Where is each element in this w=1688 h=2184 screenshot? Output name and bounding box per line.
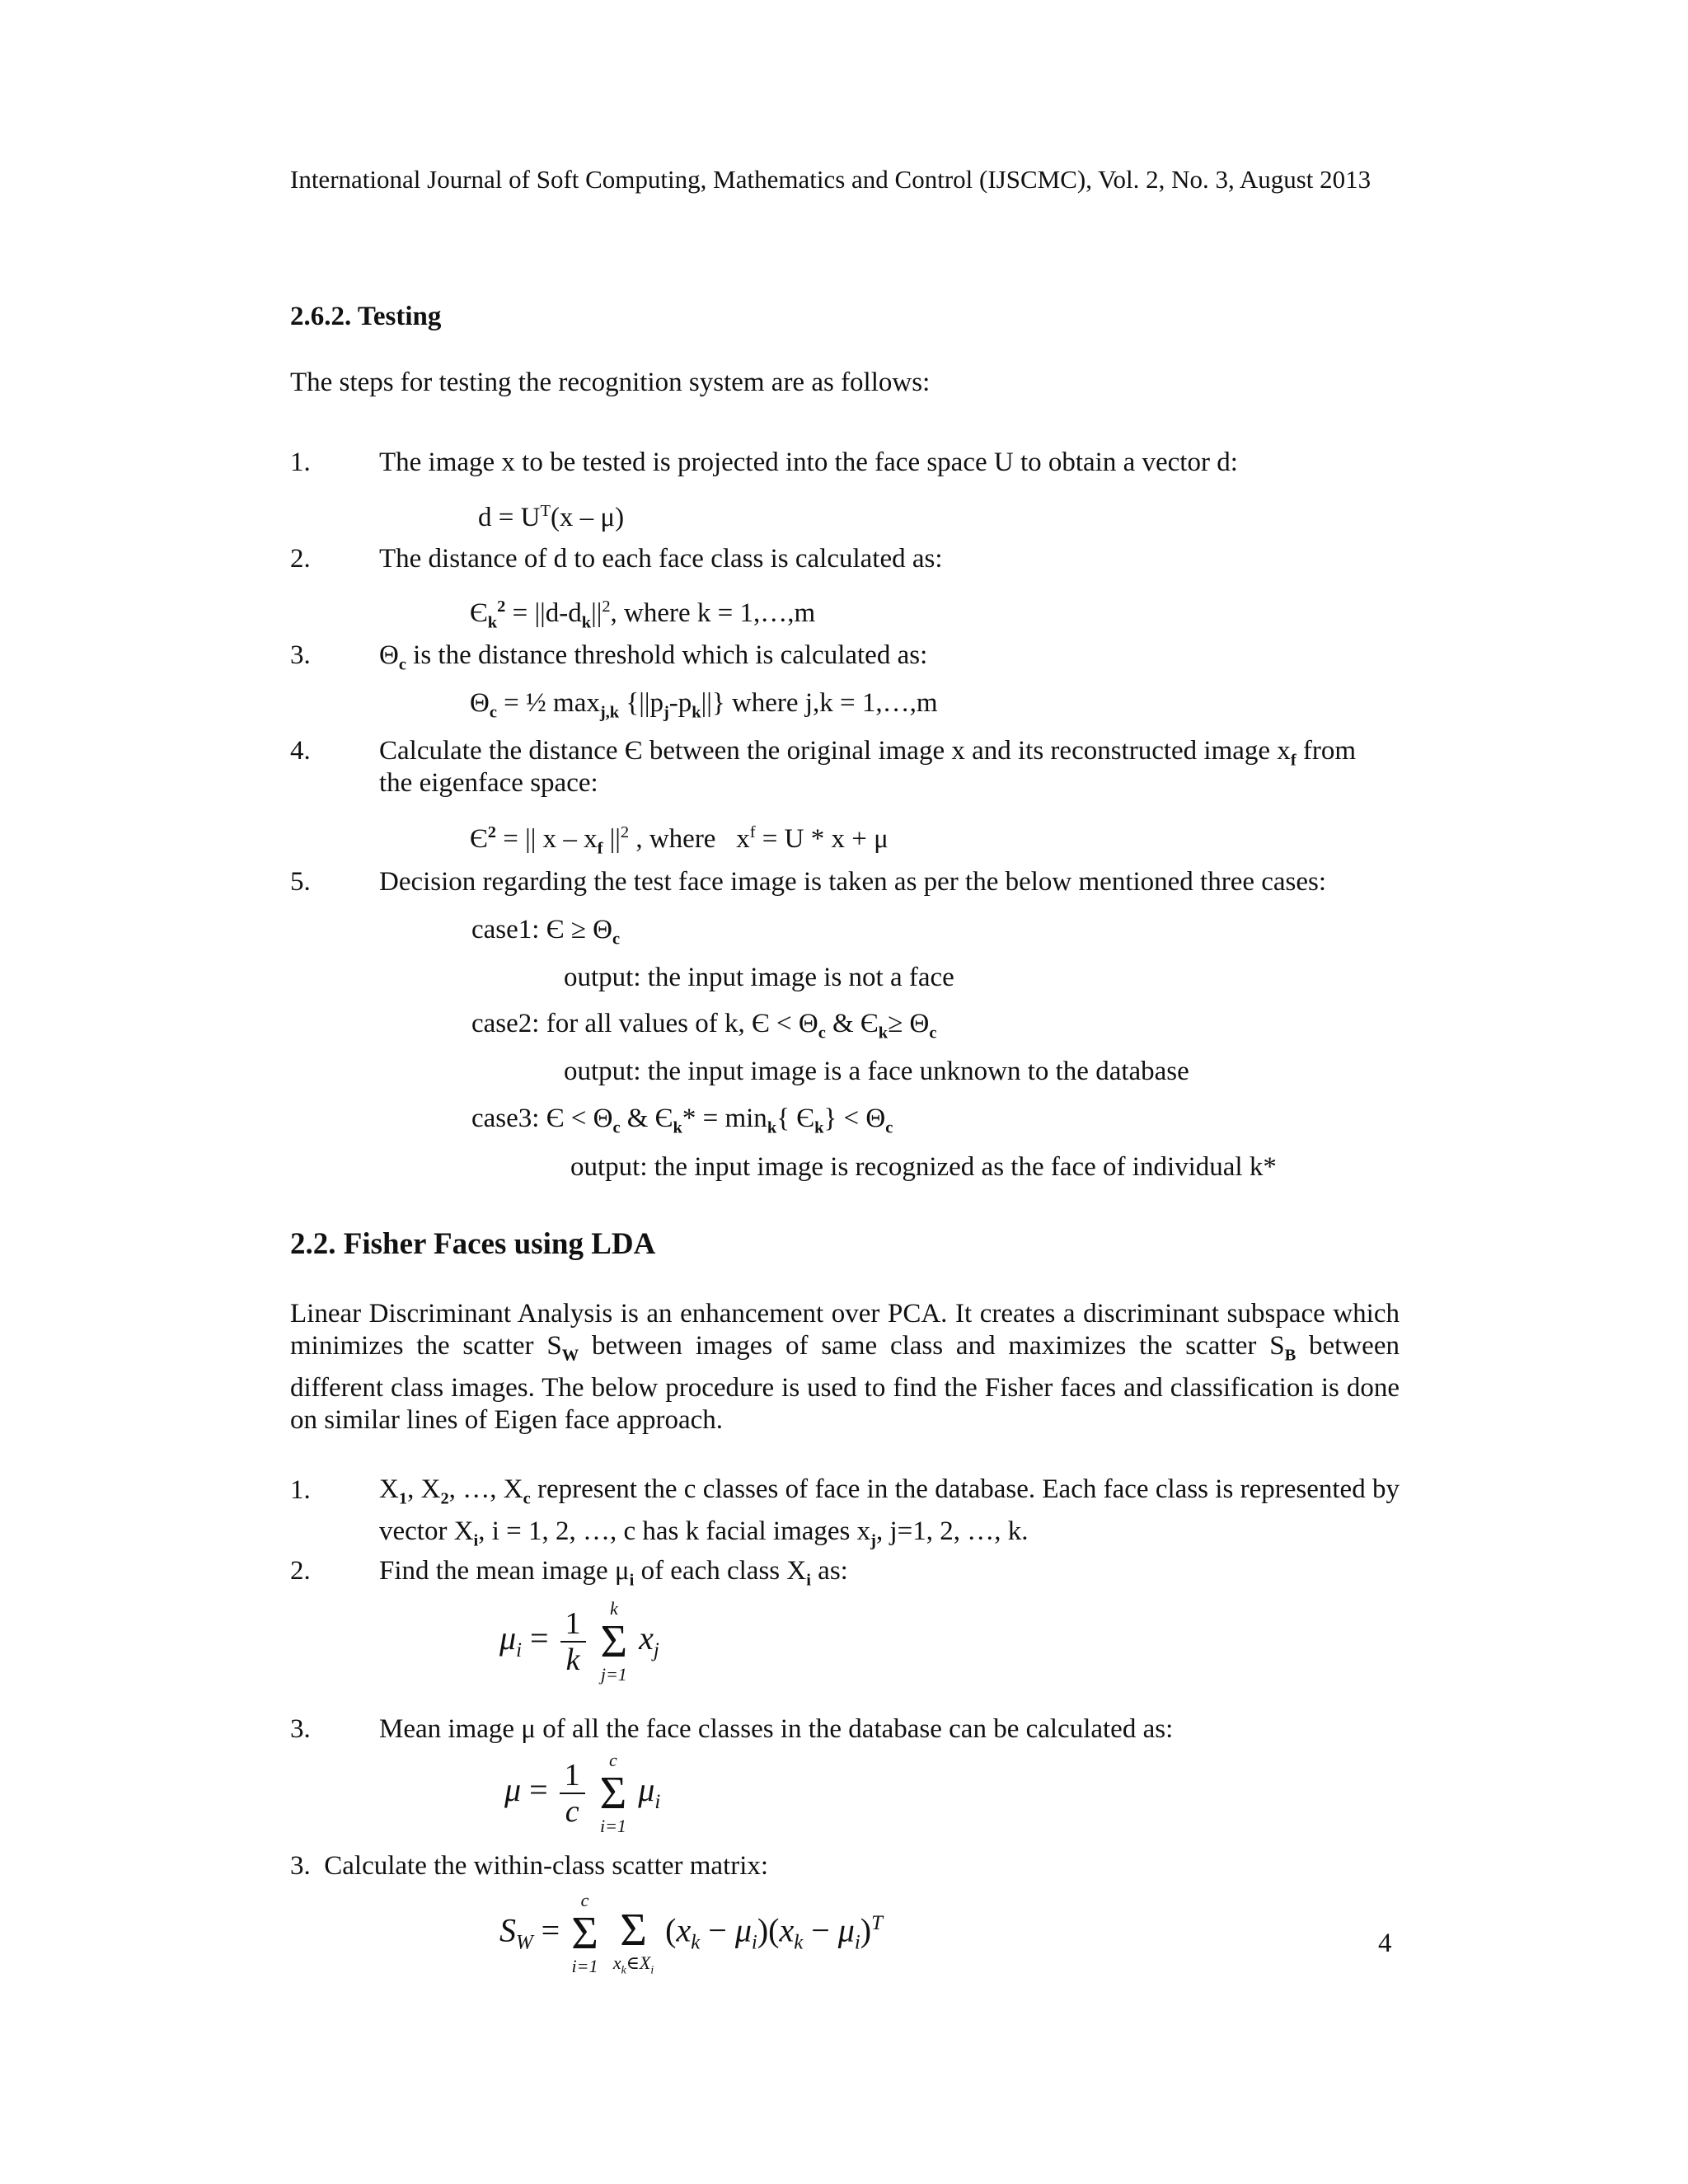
equation-class-mean: $\mu_i$ = $\frac{1}{k}$ k Σ j=1 $x_j$ [499,1598,659,1685]
case-1-output: output: the input image is not a face [564,963,954,992]
testing-intro: The steps for testing the recognition system are as follows: [290,368,931,397]
case-3-output: output: the input image is recognized as the face of individual k* [570,1152,1277,1182]
running-header: International Journal of Soft Computing, Mathematics and Control (IJSCMC), Vol. 2, No. 3, August 2013 [290,165,1372,194]
equation-reconstruction: $Є^2$ = || x – $x_f$ $||^2$ , where $x^f = U * x + \mu$ [470,823,889,858]
fisher-step-3: Mean image μ of all the face classes in the database can be calculated as: [379,1714,1174,1744]
equation-projection: $d = U^T(x - \mu)$ [478,502,625,532]
step-number: 3. [290,640,311,670]
fisher-step-4: 3. Calculate the within-class scatter matrix: [290,1851,769,1881]
step-text: Decision regarding the test face image is taken as per the below mentioned three cases: [379,867,1327,897]
fisher-step-2: Find the mean image $\mu_i$ of each class $X_i$ as: [379,1556,848,1590]
step-number: 1. [290,1475,311,1505]
equation-global-mean: μ = $\frac{1}{c}$ c Σ i=1 $\mu_i$ [504,1750,661,1836]
section-heading-fisher: 2.2. Fisher Faces using LDA [290,1227,656,1261]
step-text: The distance of d to each face class is calculated as: [379,544,943,574]
step-number: 5. [290,867,311,897]
step-text: $\Theta_c$ is the distance threshold which is calculated as: [379,640,928,674]
step-number: 2. [290,544,311,574]
step-text-continued: the eigenface space: [379,768,598,798]
fisher-step-1: $X_1$, $X_2$, …, $X_c$ represent the c classes of face in the database. Each face class is represented by vector $X_i$, i = 1, 2, …, c has k facial images $x_j$, j=1, 2, …, k. [379,1474,1400,1550]
step-number: 3. [290,1714,311,1744]
equation-distance: $Є_k^2 = ||d-d_k||^2$, where k = 1,…,m [470,598,816,632]
case-1: case1: $Є \ge \Theta_c$ [471,915,621,949]
equation-within-class-scatter: $S_W$ = c Σ i=1 Σ $x_k\in X_i$ $(x_k - \mu_i)(x_k - \mu_i)^T$ [499,1890,883,1977]
step-number: 4. [290,736,311,766]
step-text: Calculate the distance Є between the original image x and its reconstructed image $x_f$ from [379,736,1357,770]
step-number: 2. [290,1556,311,1586]
case-3: case3: $Є < \Theta_c$ & $Є_k* = \min_k${ $Є_k\} < \Theta_c$ [471,1104,893,1137]
page-number: 4 [1378,1929,1392,1958]
case-2-output: output: the input image is a face unknown to the database [564,1057,1189,1086]
equation-threshold: $\Theta_c$ = ½ $\max_{j,k} \{||p_j-p_k||\}$ where j,k = 1,…,m [470,688,938,722]
fisher-intro-paragraph: Linear Discriminant Analysis is an enhancement over PCA. It creates a discriminant subspace which minimizes the scatter $S_W$ between images of same class and maximizes the scatter $S_B$ between different class images. The below procedure is used to find the Fisher faces and classification is done on similar lines of Eigen face approach. [290,1299,1400,1435]
step-text: The image x to be tested is projected into the face space U to obtain a vector d: [379,448,1238,477]
step-number: 1. [290,448,311,477]
section-heading-testing: 2.6.2. Testing [290,302,442,331]
case-2: case2: for all values of k, $Є < \Theta_c$ & $Є_k\ge \Theta_c$ [471,1009,937,1043]
